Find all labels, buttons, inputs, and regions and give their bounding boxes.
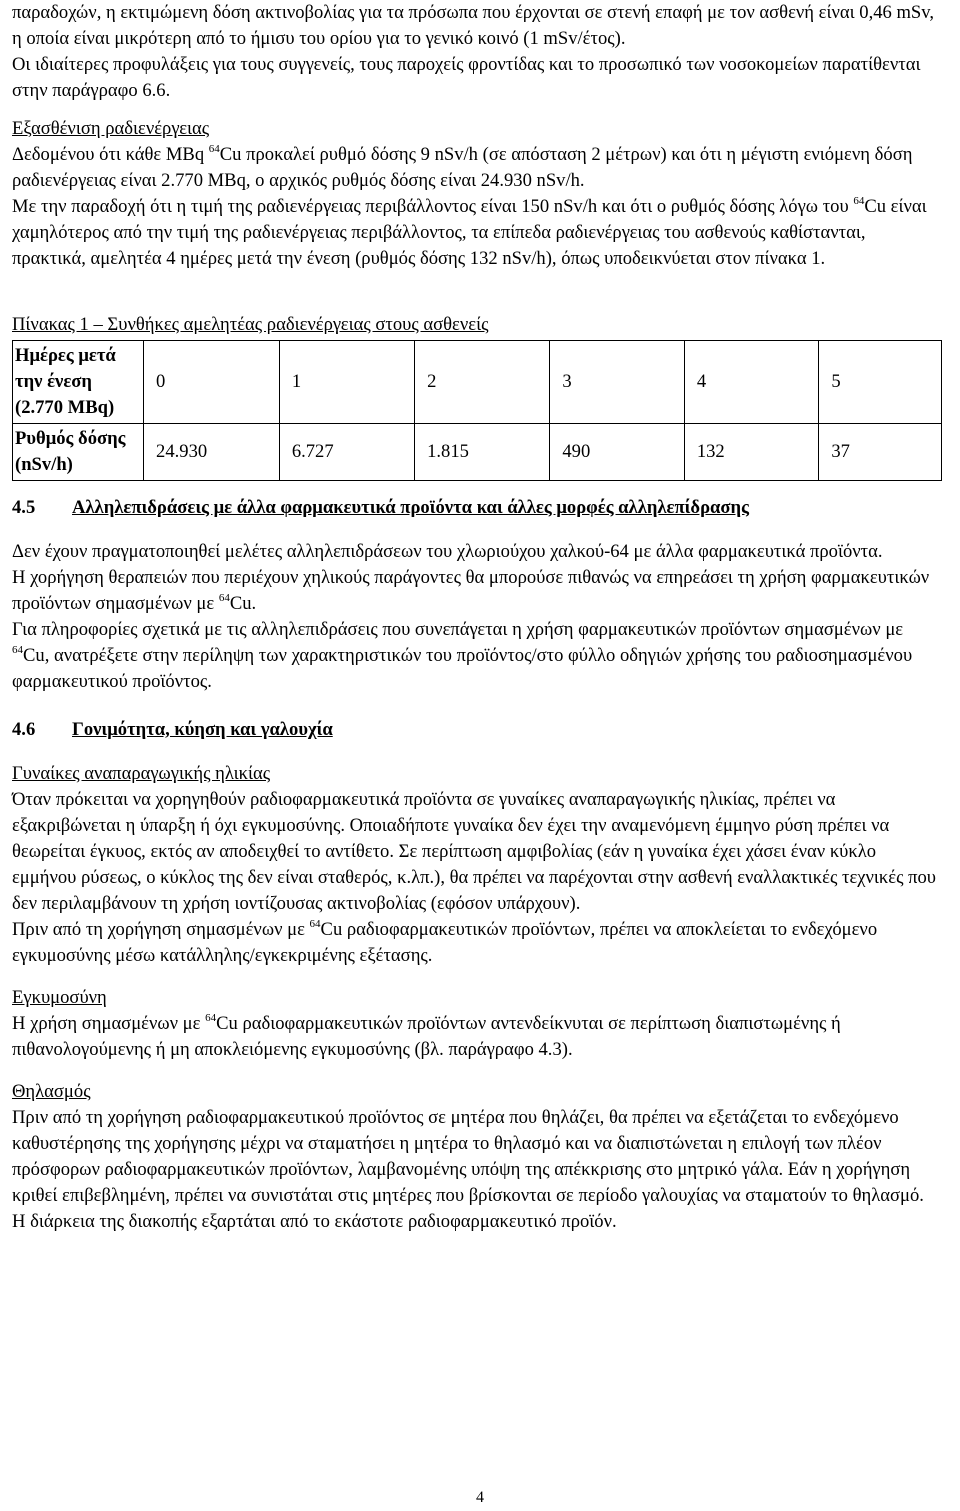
women-heading: Γυναίκες αναπαραγωγικής ηλικίας [12, 763, 271, 784]
pregnancy-paragraph: Η χρήση σημασμένων με $^{64}$Cu ραδιοφαρμακευτικών προϊόντων αντενδείκνυται σε περίπτωση διαπιστωμένης ή πιθανολογούμενης ή μη αποκλειόμενης εγκυμοσύνης (βλ. παράγραφο 4.3). [12, 1011, 841, 1060]
table-cell: 6.727 [279, 424, 414, 481]
section-4-6-heading [12, 717, 942, 743]
table-cell: 37 [819, 424, 942, 481]
page-number: 4 [476, 1489, 484, 1506]
table-cell: 1 [279, 341, 414, 424]
section-title: Γονιμότητα, κύηση και γαλουχία [72, 719, 333, 740]
table-cell: 4 [684, 341, 818, 424]
table-cell: 132 [684, 424, 818, 481]
dose-rate-table [12, 340, 942, 481]
table-cell: 1.815 [415, 424, 550, 481]
table-row-header: Ρυθμός δόσης (nSv/h) [13, 424, 144, 481]
table-row-header: Ημέρες μετά την ένεση (2.770 MBq) [13, 341, 144, 424]
table-cell: 2 [415, 341, 550, 424]
table-cell: 5 [819, 341, 942, 424]
section-number: 4.5 [12, 497, 36, 518]
table-cell: 3 [550, 341, 684, 424]
women-paragraph-1: Όταν πρόκειται να χορηγηθούν ραδιοφαρμακευτικά προϊόντα σε γυναίκες αναπαραγωγικής ηλικίας, πρέπει να εξακριβώνεται η ύπαρξη ή όχι εγκυμοσύνης. Οποιαδήποτε γυναίκα δεν έχει την αναμενόμενη έμμηνο ρύση πρέπει να θεωρείται έγκυος, εκτός αν αποδειχθεί το αντίθετο. Σε περίπτωση αμφιβολίας (εάν η γυναίκα έχει χάσει έναν κύκλο εμμήνου ρύσεως, ο κύκλος της δεν είναι σταθερός, κ.λπ.), θα πρέπει να παρέχονται στην ασθενή εναλλακτικές τεχνικές που δεν περιλαμβάνουν τη χρήση ιοντίζουσας ακτινοβολίας (εφόσον υπάρχουν). [12, 789, 937, 914]
section-title: Αλληλεπιδράσεις με άλλα φαρμακευτικά προϊόντα και άλλες μορφές αλληλεπίδρασης [72, 497, 749, 518]
s45-paragraph-1: Δεν έχουν πραγματοποιηθεί μελέτες αλληλεπιδράσεων του χλωριούχου χαλκού-64 με άλλα φαρμακευτικά προϊόντα. [12, 541, 883, 562]
table-row [13, 341, 942, 424]
breastfeeding-paragraph: Πριν από τη χορήγηση ραδιοφαρμακευτικού προϊόντος σε μητέρα που θηλάζει, θα πρέπει να εξετάζεται το ενδεχόμενο καθυστέρησης της χορήγησης μέχρι να σταματήσει η μητέρα το θηλασμό και να διαπιστώνεται η επιλογή των πλέον πρόσφορων ραδιοφαρμακευτικών προϊόντων, λαμβανομένης υπόψη της απέκκρισης στο μητρικό γάλα. Εάν η χορήγηση κριθεί επιβεβλημένη, πρέπει να συνιστάται στις μητέρες που βρίσκονται σε περίοδο γαλουχίας να σταματούν το θηλασμό. Η διάρκεια της διακοπής εξαρτάται από το εκάστοτε ραδιοφαρμακευτικό προϊόν. [12, 1107, 924, 1232]
women-paragraph-2: Πριν από τη χορήγηση σημασμένων με $^{64}$Cu ραδιοφαρμακευτικών προϊόντων, πρέπει να αποκλείεται το ενδεχόμενο εγκυμοσύνης μέσω κατάλληλης/εγκεκριμένης εξέτασης. [12, 917, 878, 966]
table-cell: 0 [144, 341, 280, 424]
table-row [13, 424, 942, 481]
table-cell: 490 [550, 424, 684, 481]
decay-heading: Εξασθένιση ραδιενέργειας [12, 118, 210, 139]
table-cell: 24.930 [144, 424, 280, 481]
breastfeeding-heading: Θηλασμός [12, 1081, 91, 1102]
section-number: 4.6 [12, 719, 36, 740]
decay-paragraph-2: Με την παραδοχή ότι η τιμή της ραδιενέργειας περιβάλλοντος είναι 150 nSv/h και ότι ο ρυθμός δόσης λόγω του $^{64}$Cu είναι χαμηλότερος από την τιμή της ραδιενέργειας περιβάλλοντος, τα επίπεδα ραδιενέργειας του ασθενούς καθίστανται, πρακτικά, αμελητέα 4 ημέρες μετά την ένεση (ρυθμός δόσης 132 nSv/h), όπως υποδεικνύεται στον πίνακα 1. [12, 194, 927, 269]
section-4-5-heading [12, 495, 942, 521]
intro-paragraph-1: παραδοχών, η εκτιμώμενη δόση ακτινοβολίας για τα πρόσωπα που έρχονται σε στενή επαφή με τον ασθενή είναι 0,46 mSv, η οποία είναι μικρότερη από το ήμισυ του ορίου για το γενικό κοινό (1 mSv/έτος). [12, 2, 935, 49]
pregnancy-heading: Εγκυμοσύνη [12, 987, 107, 1008]
intro-paragraph-2: Οι ιδιαίτερες προφυλάξεις για τους συγγενείς, τους παροχείς φροντίδας και το προσωπικό των νοσοκομείων παρατίθενται στην παράγραφο 6.6. [12, 54, 921, 101]
s45-paragraph-3: Για πληροφορίες σχετικά με τις αλληλεπιδράσεις που συνεπάγεται η χρήση φαρμακευτικών προϊόντων σημασμένων με $^{64}$Cu, ανατρέξετε στην περίληψη των χαρακτηριστικών του προϊόντος/στο φύλλο οδηγιών χρήσης του ραδιοσημασμένου φαρμακευτικού προϊόντος. [12, 619, 913, 692]
document-page [12, 0, 942, 1235]
table-caption: Πίνακας 1 – Συνθήκες αμελητέας ραδιενέργειας στους ασθενείς [12, 314, 489, 335]
decay-paragraph-1: Δεδομένου ότι κάθε MBq $^{64}$Cu προκαλεί ρυθμό δόσης 9 nSv/h (σε απόσταση 2 μέτρων) και ότι η μέγιστη ενιόμενη δόση ραδιενέργειας είναι 2.770 MBq, ο αρχικός ρυθμός δόσης είναι 24.930 nSv/h. [12, 142, 913, 191]
s45-paragraph-2: Η χορήγηση θεραπειών που περιέχουν χηλικούς παράγοντες θα μπορούσε πιθανώς να επηρεάσει τη χρήση φαρμακευτικών προϊόντων σημασμένων με $^{64}$Cu. [12, 567, 930, 614]
